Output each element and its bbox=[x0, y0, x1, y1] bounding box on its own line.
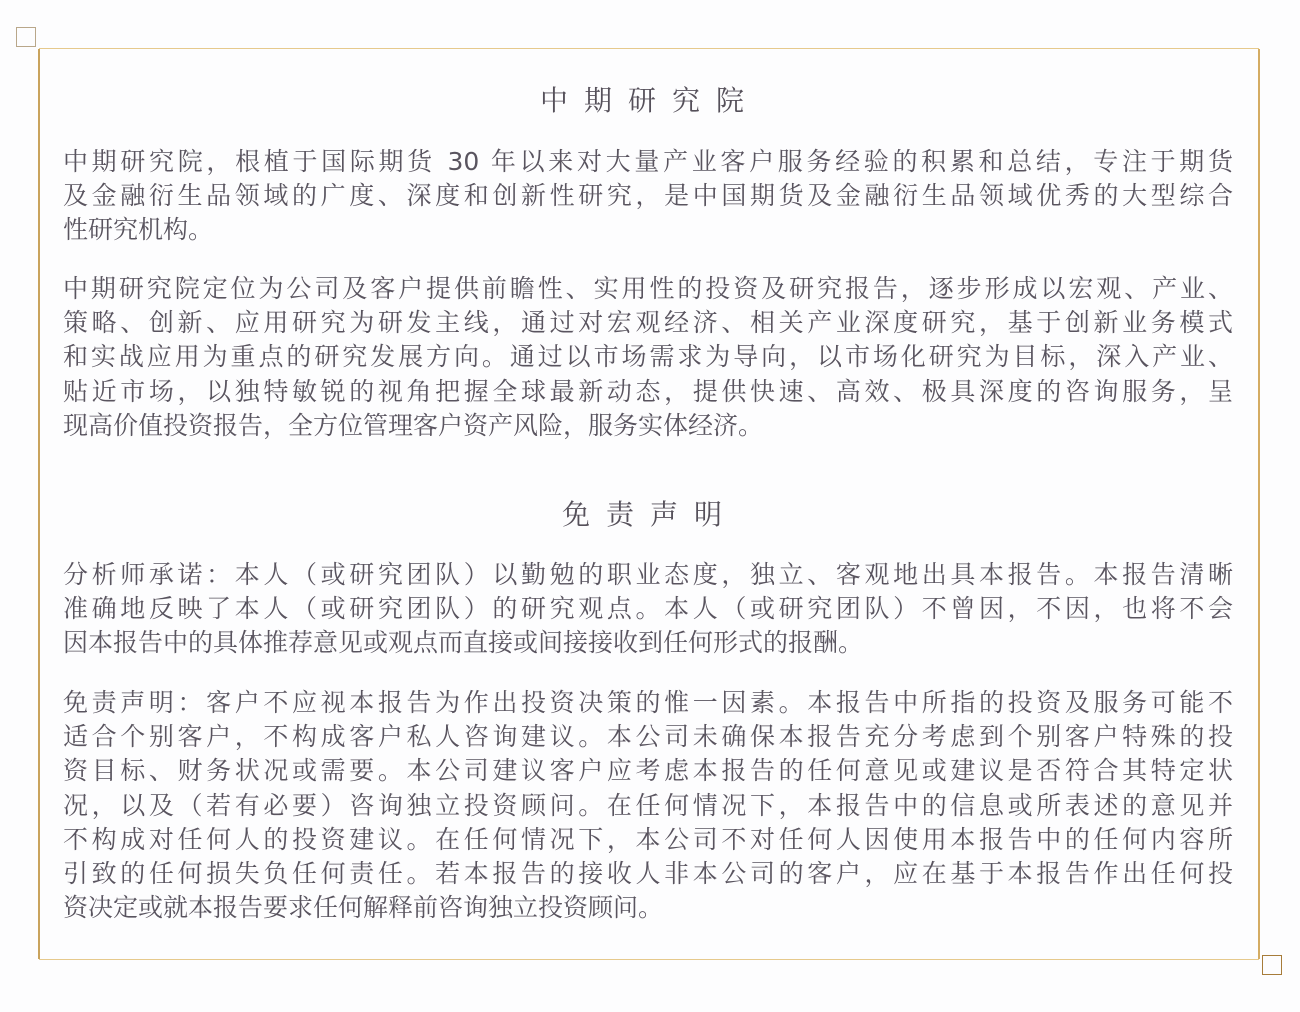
disclaimer-paragraph bbox=[63, 686, 1233, 925]
analyst-commitment-paragraph bbox=[63, 558, 1233, 661]
text-line: 策略、创新、应用研究为研发主线，通过对宏观经济、相关产业深度研究，基于创新业务模式 bbox=[63, 308, 1233, 338]
section-title-institute: 中期研究院 bbox=[539, 84, 760, 117]
text-line: 不构成对任何人的投资建议。在任何情况下，本公司不对任何人因使用本报告中的任何内容所 bbox=[63, 824, 1233, 854]
text-line: 性研究机构。 bbox=[63, 215, 214, 245]
corner-ornament-bottom-right bbox=[1262, 955, 1282, 975]
text-line: 适合个别客户，不构成客户私人咨询建议。本公司未确保本报告充分考虑到个别客户特殊的投 bbox=[63, 722, 1233, 752]
text-line: 资目标、财务状况或需要。本公司建议客户应考虑本报告的任何意见或建议是否符合其特定状 bbox=[63, 756, 1233, 786]
text-line: 和实战应用为重点的研究发展方向。通过以市场需求为导向，以市场化研究为目标，深入产业、 bbox=[63, 342, 1233, 372]
text-line: 准确地反映了本人（或研究团队）的研究观点。本人（或研究团队）不曾因，不因，也将不会 bbox=[63, 594, 1233, 624]
text-line: 况，以及（若有必要）咨询独立投资顾问。在任何情况下，本报告中的信息或所表述的意见并 bbox=[63, 790, 1233, 820]
institute-paragraph-1 bbox=[63, 145, 1233, 248]
text-line: 资决定或就本报告要求任何解释前咨询独立投资顾问。 bbox=[63, 893, 664, 923]
text-line: 引致的任何损失负任何责任。若本报告的接收人非本公司的客户，应在基于本报告作出任何投 bbox=[63, 858, 1233, 888]
text-line: 中期研究院，根植于国际期货 30 年以来对大量产业客户服务经验的积累和总结，专注于期货 bbox=[63, 147, 1233, 176]
text-line: 贴近市场，以独特敏锐的视角把握全球最新动态，提供快速、高效、极具深度的咨询服务，呈 bbox=[63, 376, 1233, 406]
section-title-disclaimer: 免责声明 bbox=[561, 498, 738, 531]
text-line: 及金融衍生品领域的广度、深度和创新性研究，是中国期货及金融衍生品领域优秀的大型综合 bbox=[63, 181, 1233, 211]
text-line: 因本报告中的具体推荐意见或观点而直接或间接接收到任何形式的报酬。 bbox=[63, 628, 864, 658]
corner-ornament-top-left bbox=[16, 27, 36, 47]
text-line: 中期研究院定位为公司及客户提供前瞻性、实用性的投资及研究报告，逐步形成以宏观、产业、 bbox=[63, 274, 1233, 303]
institute-paragraph-2 bbox=[63, 272, 1233, 443]
text-line: 分析师承诺：本人（或研究团队）以勤勉的职业态度，独立、客观地出具本报告。本报告清晰 bbox=[63, 560, 1233, 589]
text-line: 现高价值投资报告，全方位管理客户资产风险，服务实体经济。 bbox=[63, 410, 764, 440]
text-line: 免责声明：客户不应视本报告为作出投资决策的惟一因素。本报告中所指的投资及服务可能不 bbox=[63, 688, 1233, 717]
